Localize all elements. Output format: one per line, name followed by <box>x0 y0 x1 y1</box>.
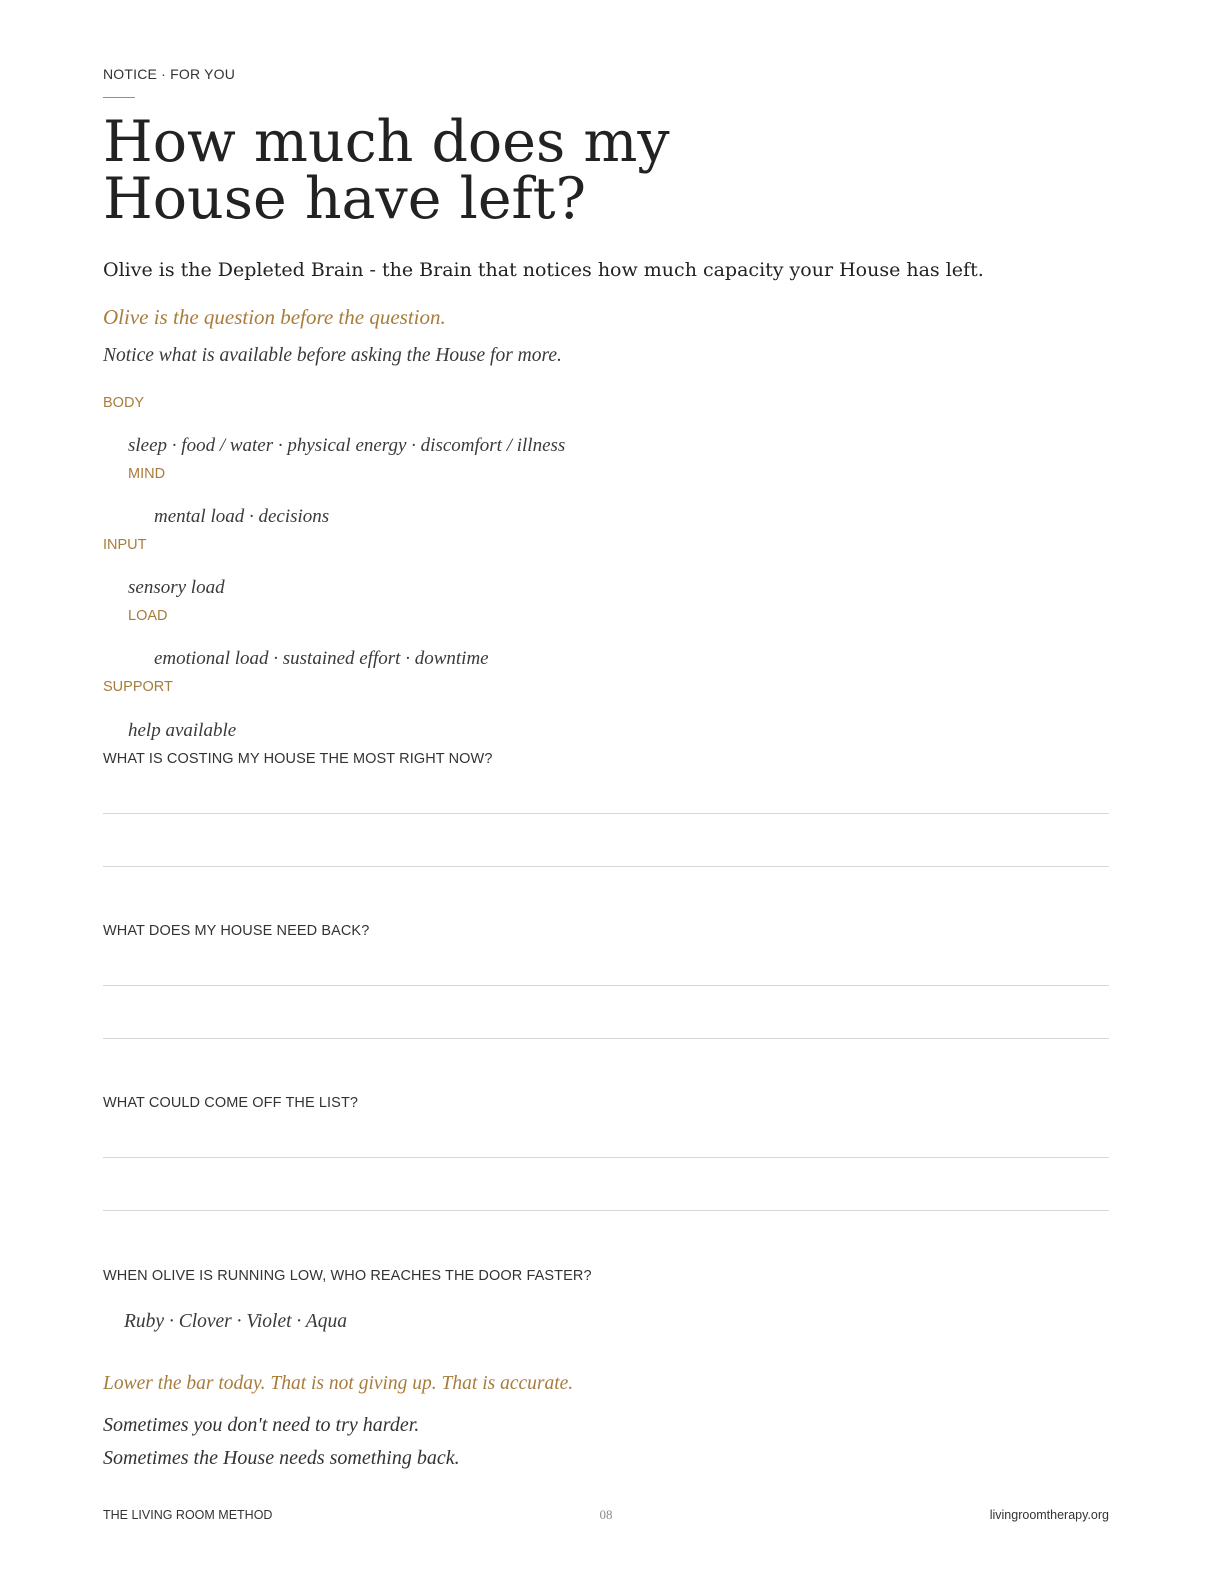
prompt-need-back: WHAT DOES MY HOUSE NEED BACK? <box>103 923 370 939</box>
prompt-off-the-list: WHAT COULD COME OFF THE LIST? <box>103 1095 359 1111</box>
category-items-mind: mental load · decisions <box>154 506 330 527</box>
category-items-body: sleep · food / water · physical energy · discomfort / illness <box>128 435 566 456</box>
section-eyebrow: NOTICE · FOR YOU <box>103 66 236 82</box>
brain-names-list: Ruby · Clover · Violet · Aqua <box>124 1311 347 1332</box>
category-items-load: emotional load · sustained effort · downtime <box>154 648 489 669</box>
eyebrow-accent-rule <box>103 97 135 98</box>
gold-quote: Olive is the question before the question. <box>103 305 446 329</box>
writing-line[interactable] <box>103 1038 1109 1039</box>
category-items-input: sensory load <box>128 577 225 598</box>
footer-brand: THE LIVING ROOM METHOD <box>103 1508 273 1522</box>
category-label-support: SUPPORT <box>103 679 173 695</box>
notice-instruction: Notice what is available before asking the House for more. <box>103 345 562 366</box>
writing-line[interactable] <box>103 1157 1109 1158</box>
lead-paragraph: Olive is the Depleted Brain - the Brain that notices how much capacity your House has left. <box>103 259 984 281</box>
writing-line[interactable] <box>103 985 1109 986</box>
writing-line[interactable] <box>103 866 1109 867</box>
page-number: 08 <box>599 1507 613 1522</box>
category-label-mind: MIND <box>128 466 166 482</box>
writing-line[interactable] <box>103 813 1109 814</box>
category-items-support: help available <box>128 720 237 741</box>
page-title <box>103 109 803 232</box>
closing-line-2: Sometimes the House needs something back. <box>103 1447 460 1469</box>
category-label-input: INPUT <box>103 537 147 553</box>
page-title-line-1: How much does my <box>103 109 670 175</box>
footer-website-link[interactable]: livingroomtherapy.org <box>989 1508 1109 1522</box>
prompt-who-reaches-door: WHEN OLIVE IS RUNNING LOW, WHO REACHES THE DOOR FASTER? <box>103 1268 592 1284</box>
prompt-costing-most: WHAT IS COSTING MY HOUSE THE MOST RIGHT NOW? <box>103 751 493 767</box>
writing-line[interactable] <box>103 1210 1109 1211</box>
category-label-load: LOAD <box>128 608 168 624</box>
page-title-line-2: House have left? <box>103 166 587 232</box>
category-label-body: BODY <box>103 395 145 411</box>
closing-gold-quote: Lower the bar today. That is not giving up. That is accurate. <box>103 1373 574 1394</box>
closing-line-1: Sometimes you don't need to try harder. <box>103 1414 420 1436</box>
